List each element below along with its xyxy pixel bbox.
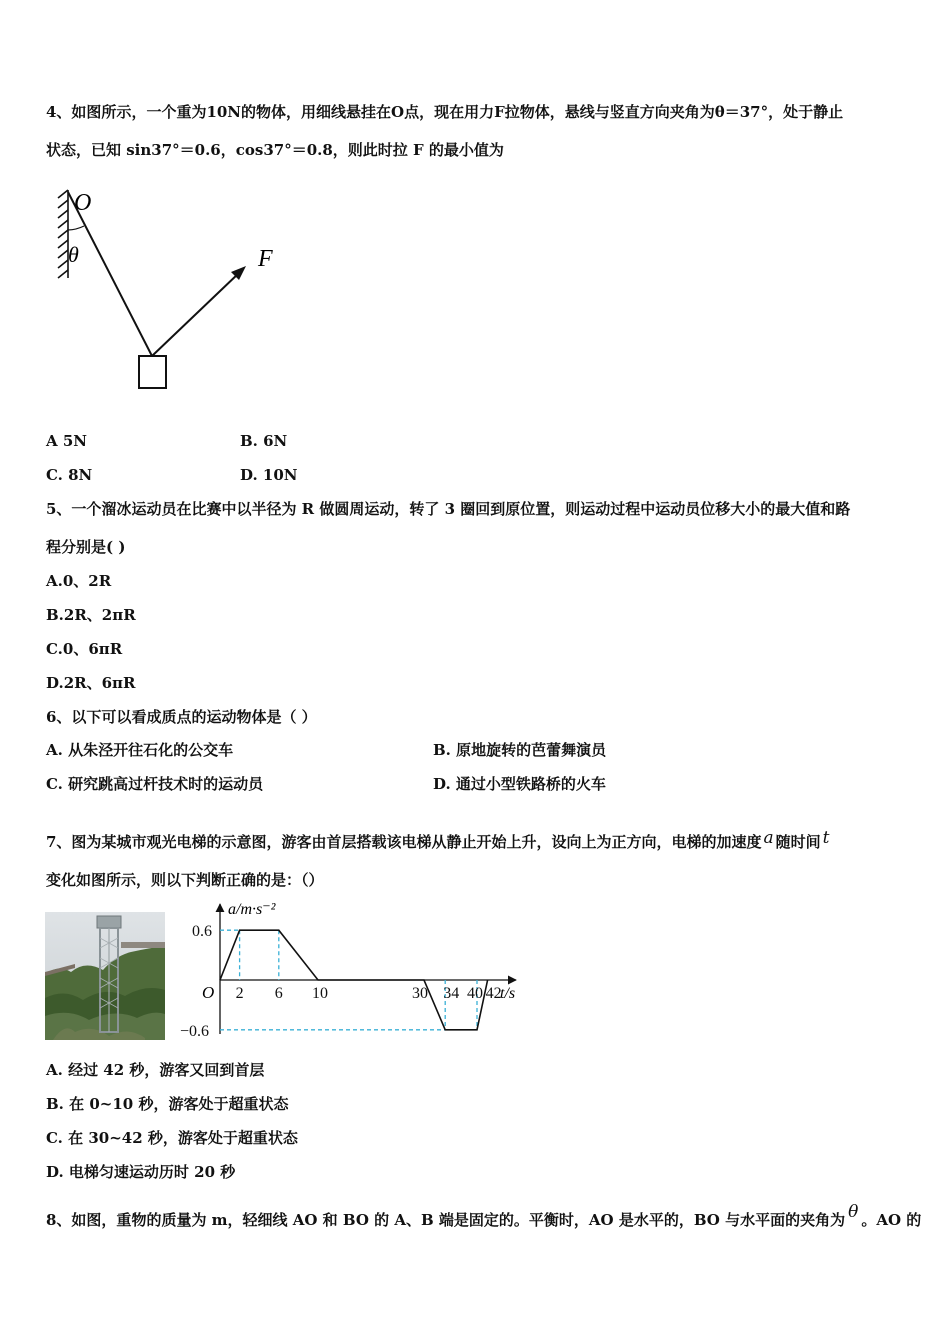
q8-stem-text: 8、如图，重物的质量为 m，轻细线 AO 和 BO 的 A、B 端是固定的。平衡时，AO 是水平的，BO 与水平面的夹角为: [46, 1211, 846, 1229]
q4-stem-line1: 4、如图所示，一个重为10N的物体，用细线悬挂在O点，现在用力F拉物体，悬线与竖直方向夹角为θ＝37°，处于静止: [46, 103, 844, 121]
q7-stem-mid: 随时间: [775, 833, 821, 851]
q6-option-c[interactable]: C. 研究跳高过杆技术时的运动员: [46, 775, 264, 793]
x-tick-label: 6: [274, 985, 283, 1002]
q4-option-d[interactable]: D. 10N: [240, 466, 298, 484]
q5-option-b[interactable]: B.2R、2πR: [46, 606, 136, 624]
q4-stem-line2: 状态，已知 sin37°＝0.6，cos37°＝0.8，则此时拉 F 的最小值为: [46, 141, 504, 159]
q6-option-a[interactable]: A. 从朱泾开往石化的公交车: [46, 741, 234, 759]
q7-stem-line1: [46, 828, 831, 852]
q4-force-diagram: [50, 180, 290, 400]
label-f: F: [258, 246, 273, 272]
x-tick-label: 42: [485, 985, 502, 1002]
q5-option-c[interactable]: C.0、6πR: [46, 640, 123, 658]
q8-var-theta: θ: [848, 1202, 859, 1222]
q8-stem-line1: [46, 1202, 922, 1230]
q4-option-b[interactable]: B. 6N: [240, 432, 288, 450]
q7-stem-line2: 变化如图所示，则以下判断正确的是：（）: [46, 871, 324, 889]
origin-label: O: [202, 983, 215, 1002]
x-tick-label: 34: [443, 985, 460, 1002]
q7-option-a[interactable]: A. 经过 42 秒，游客又回到首层: [46, 1061, 265, 1079]
q7-option-d[interactable]: D. 电梯匀速运动历时 20 秒: [46, 1163, 236, 1181]
q5-option-d[interactable]: D.2R、6πR: [46, 674, 136, 692]
x-tick-label: 30: [412, 985, 428, 1002]
q5-option-a[interactable]: A.0、2R: [46, 572, 112, 590]
q7-option-b[interactable]: B. 在 0~10 秒，游客处于超重状态: [46, 1095, 289, 1113]
y-tick-label: −0.6: [180, 1022, 210, 1040]
q7-stem-text: 7、图为某城市观光电梯的示意图，游客由首层搭载该电梯从静止开始上升，设向上为正方向，电梯的加速度: [46, 833, 762, 851]
q4-option-c[interactable]: C. 8N: [46, 466, 93, 484]
q7-var-t: t: [822, 828, 830, 848]
q8-stem-end: 。AO 的: [861, 1211, 922, 1229]
q7-option-c[interactable]: C. 在 30~42 秒，游客处于超重状态: [46, 1129, 298, 1147]
theta-arc: [68, 226, 84, 230]
hanging-block: [139, 356, 166, 388]
q5-stem-line1: 5、一个溜冰运动员在比赛中以半径为 R 做圆周运动，转了 3 圈回到原位置，则运动过程中运动员位移大小的最大值和路: [46, 500, 851, 518]
q5-stem-line2: 程分别是( ): [46, 538, 126, 556]
y-tick-label: 0.6: [192, 923, 212, 941]
elevator-photo: [45, 912, 165, 1040]
y-axis-label: a/m·s⁻²: [228, 901, 276, 918]
x-tick-label: 2: [235, 985, 244, 1002]
suspension-string: [68, 192, 152, 356]
acceleration-time-chart: [176, 894, 526, 1044]
q4-option-a[interactable]: A 5N: [46, 432, 88, 450]
label-o: O: [74, 190, 92, 216]
q6-option-b[interactable]: B. 原地旋转的芭蕾舞演员: [433, 741, 607, 759]
ceiling-wall-hatch: [58, 190, 68, 278]
q7-var-a: a: [763, 828, 774, 848]
q6-option-d[interactable]: D. 通过小型铁路桥的火车: [433, 775, 606, 793]
q6-stem: 6、以下可以看成质点的运动物体是（ ）: [46, 708, 317, 726]
x-tick-label: 10: [312, 985, 328, 1002]
x-axis-label: t/s: [500, 985, 516, 1002]
x-tick-label: 40: [467, 985, 483, 1002]
label-theta: θ: [68, 242, 79, 267]
force-f-line: [152, 272, 240, 356]
